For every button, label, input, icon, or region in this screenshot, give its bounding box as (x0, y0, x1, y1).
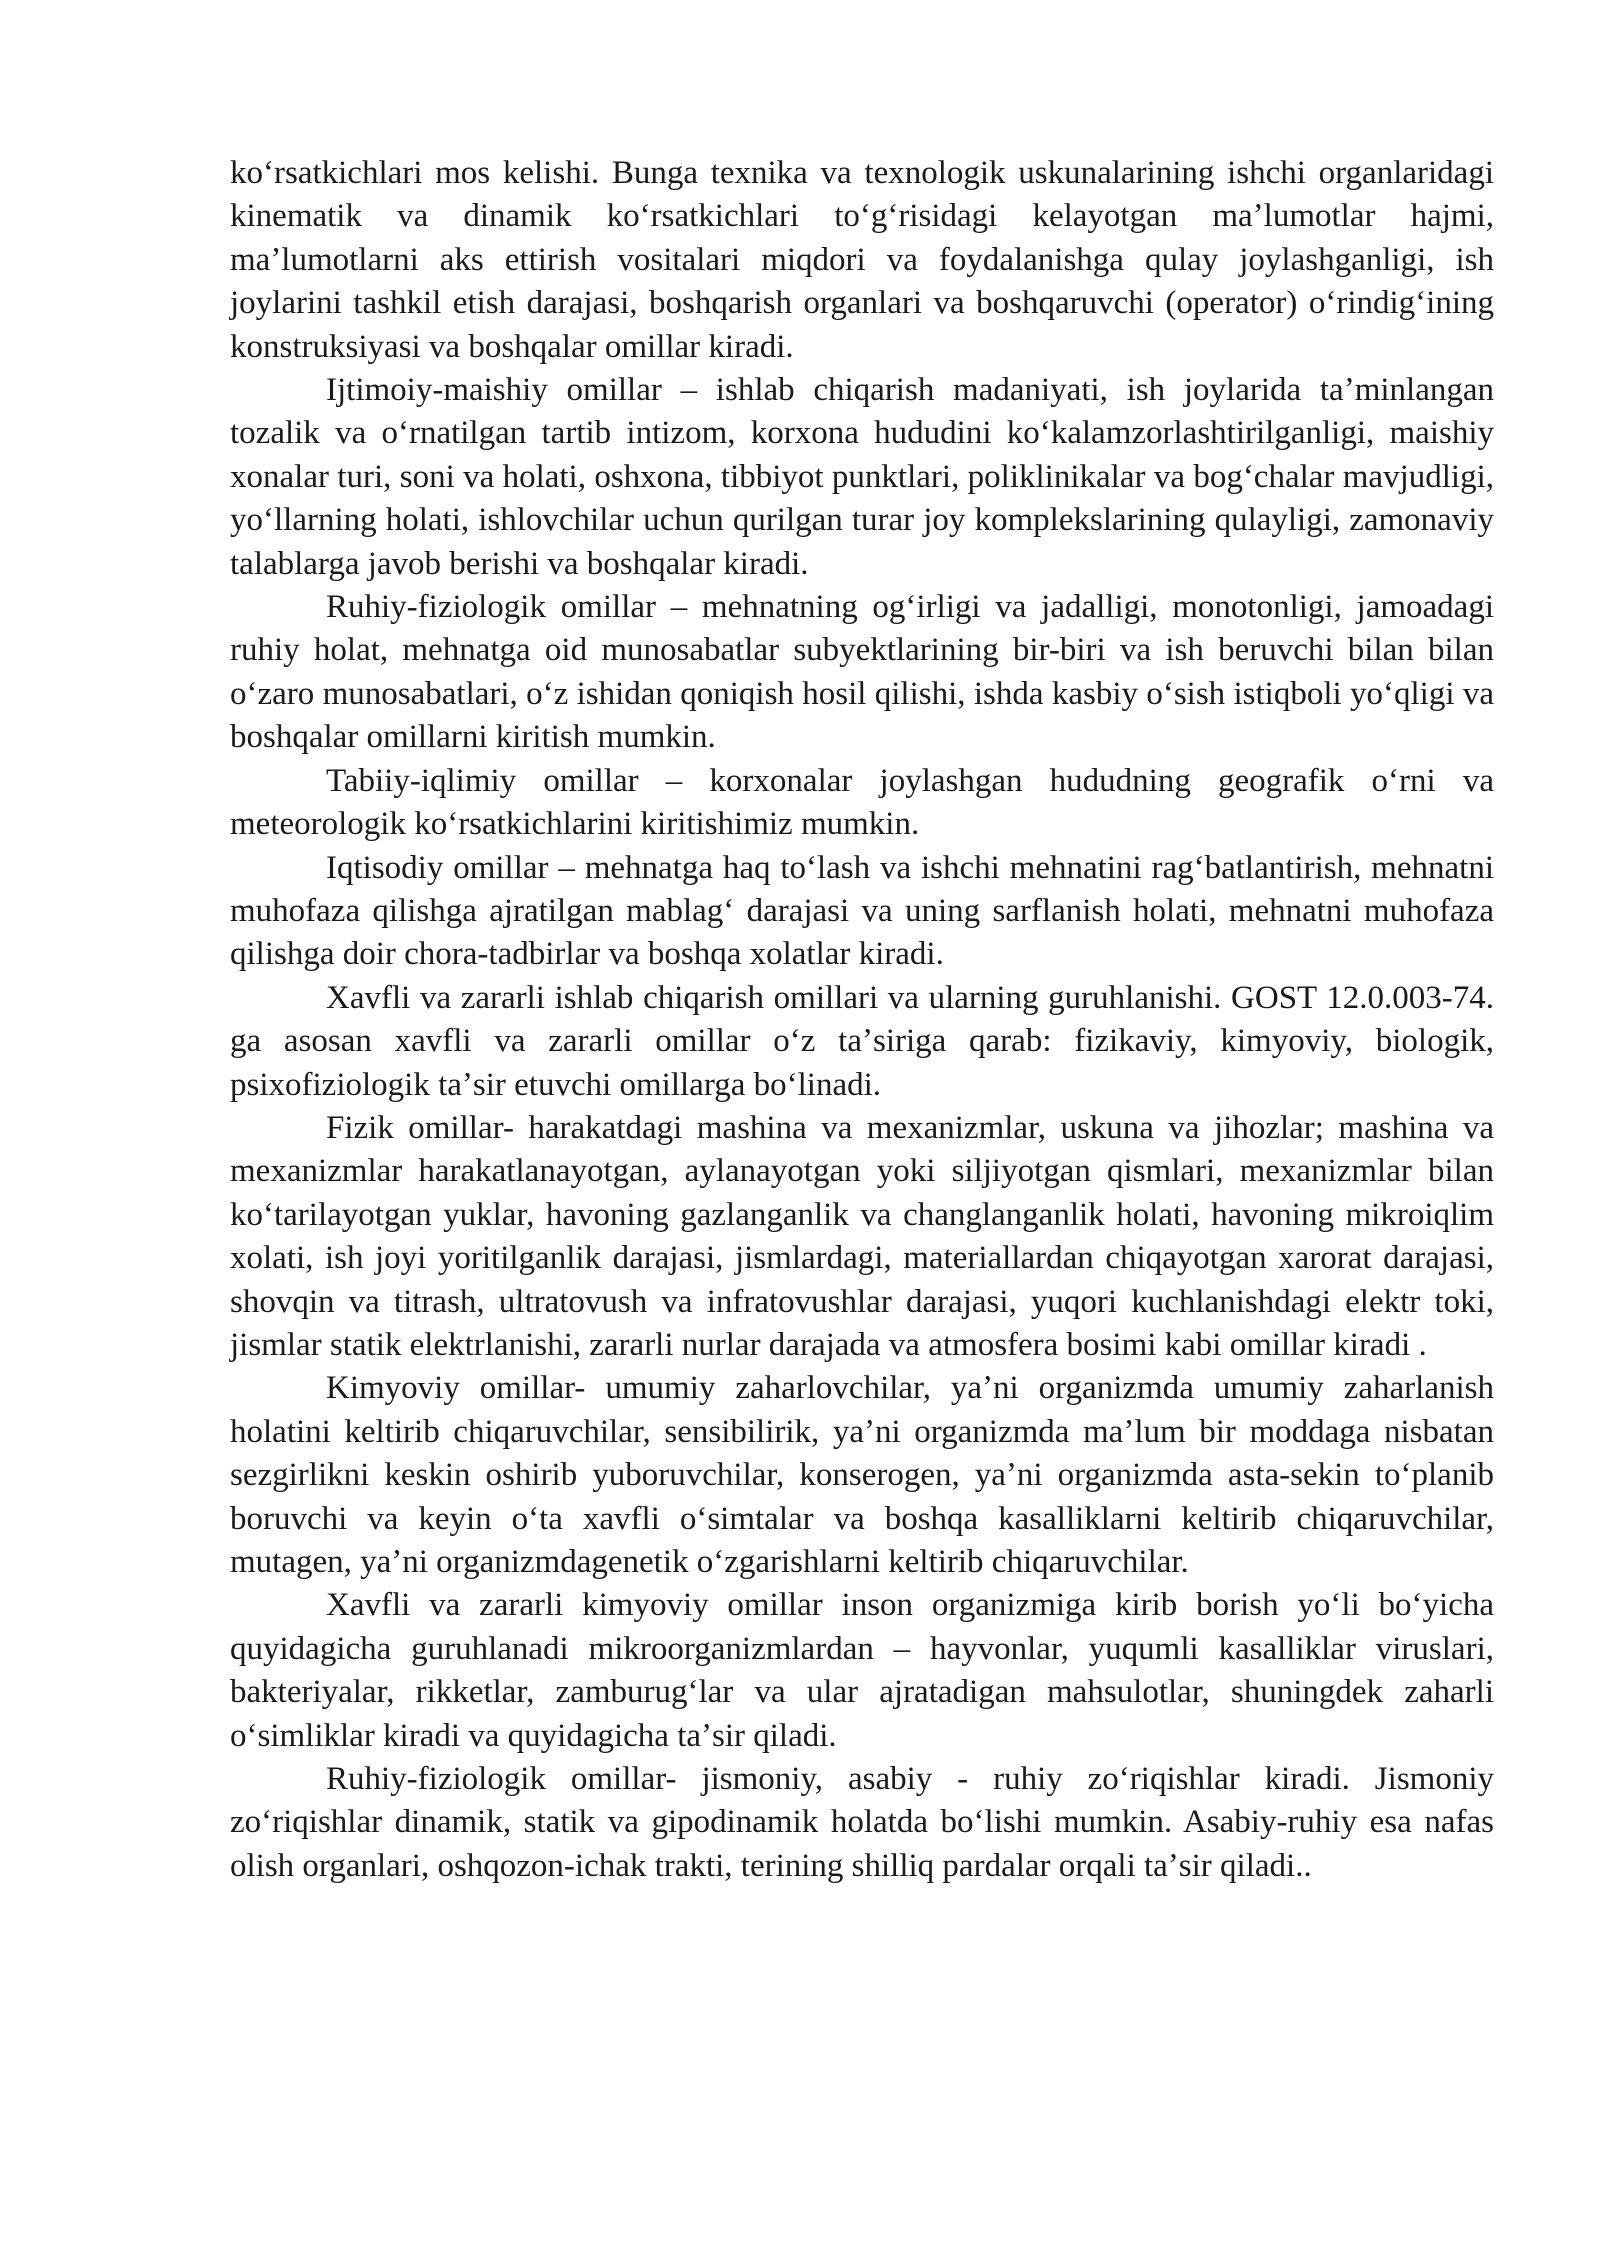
paragraph: Xavfli va zararli ishlab chiqarish omillari va ularning guruhlanishi. GOST 12.0.003-74. ga asosan xavfli va zararli omillar oʻz taʼsiriga qarab: fizikaviy, kimyoviy, biologik, psixofiziologik taʼsir etuvchi omillarga boʻlinadi. (230, 979, 1494, 1103)
paragraph: Xavfli va zararli kimyoviy omillar inson organizmiga kirib borish yoʻli boʻyicha quyidagicha guruhlanadi mikroorganizmlardan – hayvonlar, yuqumli kasalliklar viruslari, bakteriyalar, rikketlar, zamburugʻlar va ular ajratadigan mahsulotlar, shuningdek zaharli oʻsimliklar kiradi va quyidagicha taʼsir qiladi. (230, 1587, 1494, 1754)
paragraph: koʻrsatkichlari mos kelishi. Bunga texnika va texnologik uskunalarining ishchi organlaridagi kinematik va dinamik koʻrsatkichlari toʻgʻrisidagi kelayotgan maʼlumotlar hajmi, maʼlumotlarni aks ettirish vositalari miqdori va foydalanishga qulay joylashganligi, ish joylarini tashkil etish darajasi, boshqarish organlari va boshqaruvchi (operator) oʻrindigʻining konstruksiyasi va boshqalar omillar kiradi. (230, 155, 1494, 365)
paragraph: Ruhiy-fiziologik omillar- jismoniy, asabiy - ruhiy zoʻriqishlar kiradi. Jismoniy zoʻriqishlar dinamik, statik va gipodinamik holatda boʻlishi mumkin. Asabiy-ruhiy esa nafas olish organlari, oshqozon-ichak trakti, terining shilliq pardalar orqali taʼsir qiladi.. (230, 1761, 1494, 1884)
paragraph: Kimyoviy omillar- umumiy zaharlovchilar, yaʼni organizmda umumiy zaharlanish holatini keltirib chiqaruvchilar, sensibilirik, yaʼni organizmda maʼlum bir moddaga nisbatan sezgirlikni keskin oshirib yuboruvchilar, konserogen, yaʼni organizmda asta-sekin toʻplanib boruvchi va keyin oʻta xavfli oʻsimtalar va boshqa kasalliklarni keltirib chiqaruvchilar, mutagen, yaʼni organizmdagenetik oʻzgarishlarni keltirib chiqaruvchilar. (230, 1370, 1494, 1580)
paragraph: Ruhiy-fiziologik omillar – mehnatning ogʻirligi va jadalligi, monotonligi, jamoadagi ruhiy holat, mehnatga oid munosabatlar subyektlarining bir-biri va ish beruvchi bilan bilan oʻzaro munosabatlari, oʻz ishidan qoniqish hosil qilishi, ishda kasbiy oʻsish istiqboli yoʻqligi va boshqalar omillarni kiritish mumkin. (230, 589, 1494, 756)
paragraph: Ijtimoiy-maishiy omillar – ishlab chiqarish madaniyati, ish joylarida taʼminlangan tozalik va oʻrnatilgan tartib intizom, korxona hududini koʻkalamzorlashtirilganligi, maishiy xonalar turi, soni va holati, oshxona, tibbiyot punktlari, poliklinikalar va bogʻchalar mavjudligi, yoʻllarning holati, ishlovchilar uchun qurilgan turar joy komplekslarining qulayligi, zamonaviy talablarga javob berishi va boshqalar kiradi. (230, 372, 1494, 582)
paragraph: Iqtisodiy omillar – mehnatga haq toʻlash va ishchi mehnatini ragʻbatlantirish, mehnatni muhofaza qilishga ajratilgan mablagʻ darajasi va uning sarflanish holati, mehnatni muhofaza qilishga doir chora-tadbirlar va boshqa xolatlar kiradi. (230, 849, 1494, 973)
paragraph: Fizik omillar- harakatdagi mashina va mexanizmlar, uskuna va jihozlar; mashina va mexanizmlar harakatlanayotgan, aylanayotgan yoki siljiyotgan qismlari, mexanizmlar bilan koʻtarilayotgan yuklar, havoning gazlanganlik va changlanganlik holati, havoning mikroiqlim xolati, ish joyi yoritilganlik darajasi, jismlardagi, materiallardan chiqayotgan xarorat darajasi, shovqin va titrash, ultratovush va infratovushlar darajasi, yuqori kuchlanishdagi elektr toki, jismlar statik elektrlanishi, zararli nurlar darajada va atmosfera bosimi kabi omillar kiradi . (230, 1109, 1494, 1363)
document-page (230, 152, 1494, 1888)
paragraph: Tabiiy-iqlimiy omillar – korxonalar joylashgan hududning geografik oʻrni va meteorologik koʻrsatkichlarini kiritishimiz mumkin. (230, 762, 1494, 843)
